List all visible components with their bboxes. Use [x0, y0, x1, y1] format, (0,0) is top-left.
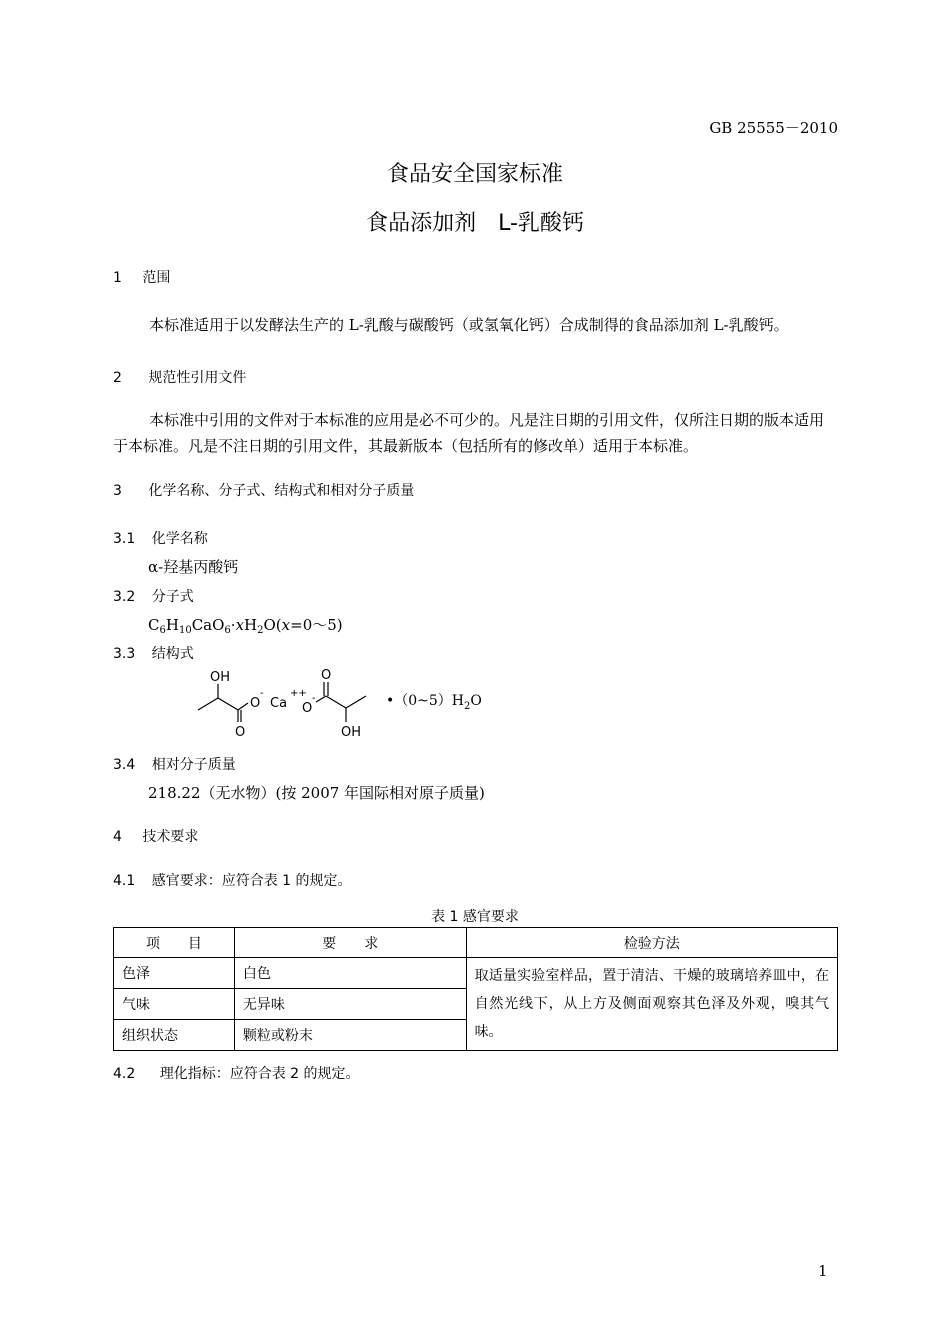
table-header-cell: 项 目 [114, 928, 235, 958]
oh-bottom-label: OH [341, 725, 362, 740]
section-2-text: 本标准中引用的文件对于本标准的应用是必不可少的。凡是注日期的引用文件，仅所注日期的版本适用于本标准。凡是不注日期的引用文件，其最新版本（包括所有的修改单）适用于本标准。 [113, 411, 825, 455]
table-cell-method: 取适量实验室样品，置于清洁、干燥的玻璃培养皿中，在自然光线下，从上方及侧面观察其色泽及外观，嗅其气味。 [466, 958, 837, 1051]
section-title: 分子式 [151, 589, 194, 605]
table-header-cell: 要 求 [234, 928, 466, 958]
section-4-heading [113, 826, 198, 846]
section-title: 化学名称、分子式、结构式和相对分子质量 [148, 483, 415, 499]
section-2-heading [113, 367, 246, 387]
table-cell-requirement: 颗粒或粉末 [234, 1020, 466, 1051]
section-number: 3.2 [113, 589, 136, 605]
page-number: 1 [818, 1262, 828, 1280]
table-cell-requirement: 无异味 [234, 989, 466, 1020]
table-cell-item: 气味 [114, 989, 235, 1020]
section-number: 3.4 [113, 757, 136, 773]
sensory-requirements-table [113, 927, 838, 1051]
section-title: 化学名称 [151, 531, 208, 547]
charge-label: - [312, 693, 316, 704]
calcium-label: Ca [270, 696, 288, 711]
molecular-mass: 218.22（无水物）(按 2007 年国际相对原子质量) [148, 784, 485, 802]
section-number: 3.1 [113, 531, 136, 547]
section-1-text: 本标准适用于以发酵法生产的 L-乳酸与碳酸钙（或氢氧化钙）合成制得的食品添加剂 L-乳酸钙。 [149, 316, 789, 334]
table-header-row [114, 928, 838, 958]
section-number: 2 [113, 370, 122, 386]
section-number: 1 [113, 270, 122, 286]
section-title: 结构式 [151, 646, 194, 662]
section-3-heading [113, 480, 414, 500]
section-title: 相对分子质量 [151, 757, 236, 773]
standard-number: GB 25555－2010 [709, 119, 838, 137]
o-minus-label: O [302, 701, 313, 716]
section-1-heading [113, 267, 170, 287]
section-number: 3 [113, 483, 122, 499]
table-row [114, 958, 838, 989]
page-title: 食品安全国家标准 [386, 162, 563, 187]
calcium-charge-label: ++ [290, 688, 307, 699]
section-number: 3.3 [113, 646, 136, 662]
table-cell-requirement: 白色 [234, 958, 466, 989]
table-header-cell: 检验方法 [466, 928, 837, 958]
section-3-1-heading [113, 528, 208, 548]
section-title: 规范性引用文件 [148, 370, 247, 386]
table-cell-item: 组织状态 [114, 1020, 235, 1051]
section-4-1-heading [113, 870, 352, 890]
table-caption: 表 1 感官要求 [431, 909, 519, 925]
o-label: O [235, 725, 246, 740]
section-3-3-heading [113, 643, 194, 663]
section-title: 理化指标：应符合表 2 的规定。 [159, 1066, 360, 1082]
section-number: 4 [113, 829, 122, 845]
oh-top-label: OH [210, 670, 231, 685]
hydrate-label: $•(0\sim 5)H_2O$ [386, 693, 482, 712]
section-number: 4.1 [113, 873, 136, 889]
section-4-2-heading [113, 1063, 360, 1083]
section-title: 范围 [142, 270, 171, 286]
page-subtitle: 食品添加剂 L-乳酸钙 [366, 211, 584, 236]
chemical-name: α-羟基丙酸钙 [148, 558, 239, 576]
o-label: O [321, 668, 332, 683]
structural-formula [190, 664, 510, 744]
molecular-formula: $C_6H_{10}CaO_6\cdot xH_2O(x=0\sim 5)$ [148, 616, 343, 636]
section-title: 感官要求：应符合表 1 的规定。 [151, 873, 352, 889]
charge-label: - [260, 688, 264, 699]
section-3-2-heading [113, 586, 194, 606]
section-number: 4.2 [113, 1066, 136, 1082]
table-cell-item: 色泽 [114, 958, 235, 989]
section-3-4-heading [113, 754, 236, 774]
section-title: 技术要求 [142, 829, 199, 845]
o-minus-label: O [250, 696, 261, 711]
